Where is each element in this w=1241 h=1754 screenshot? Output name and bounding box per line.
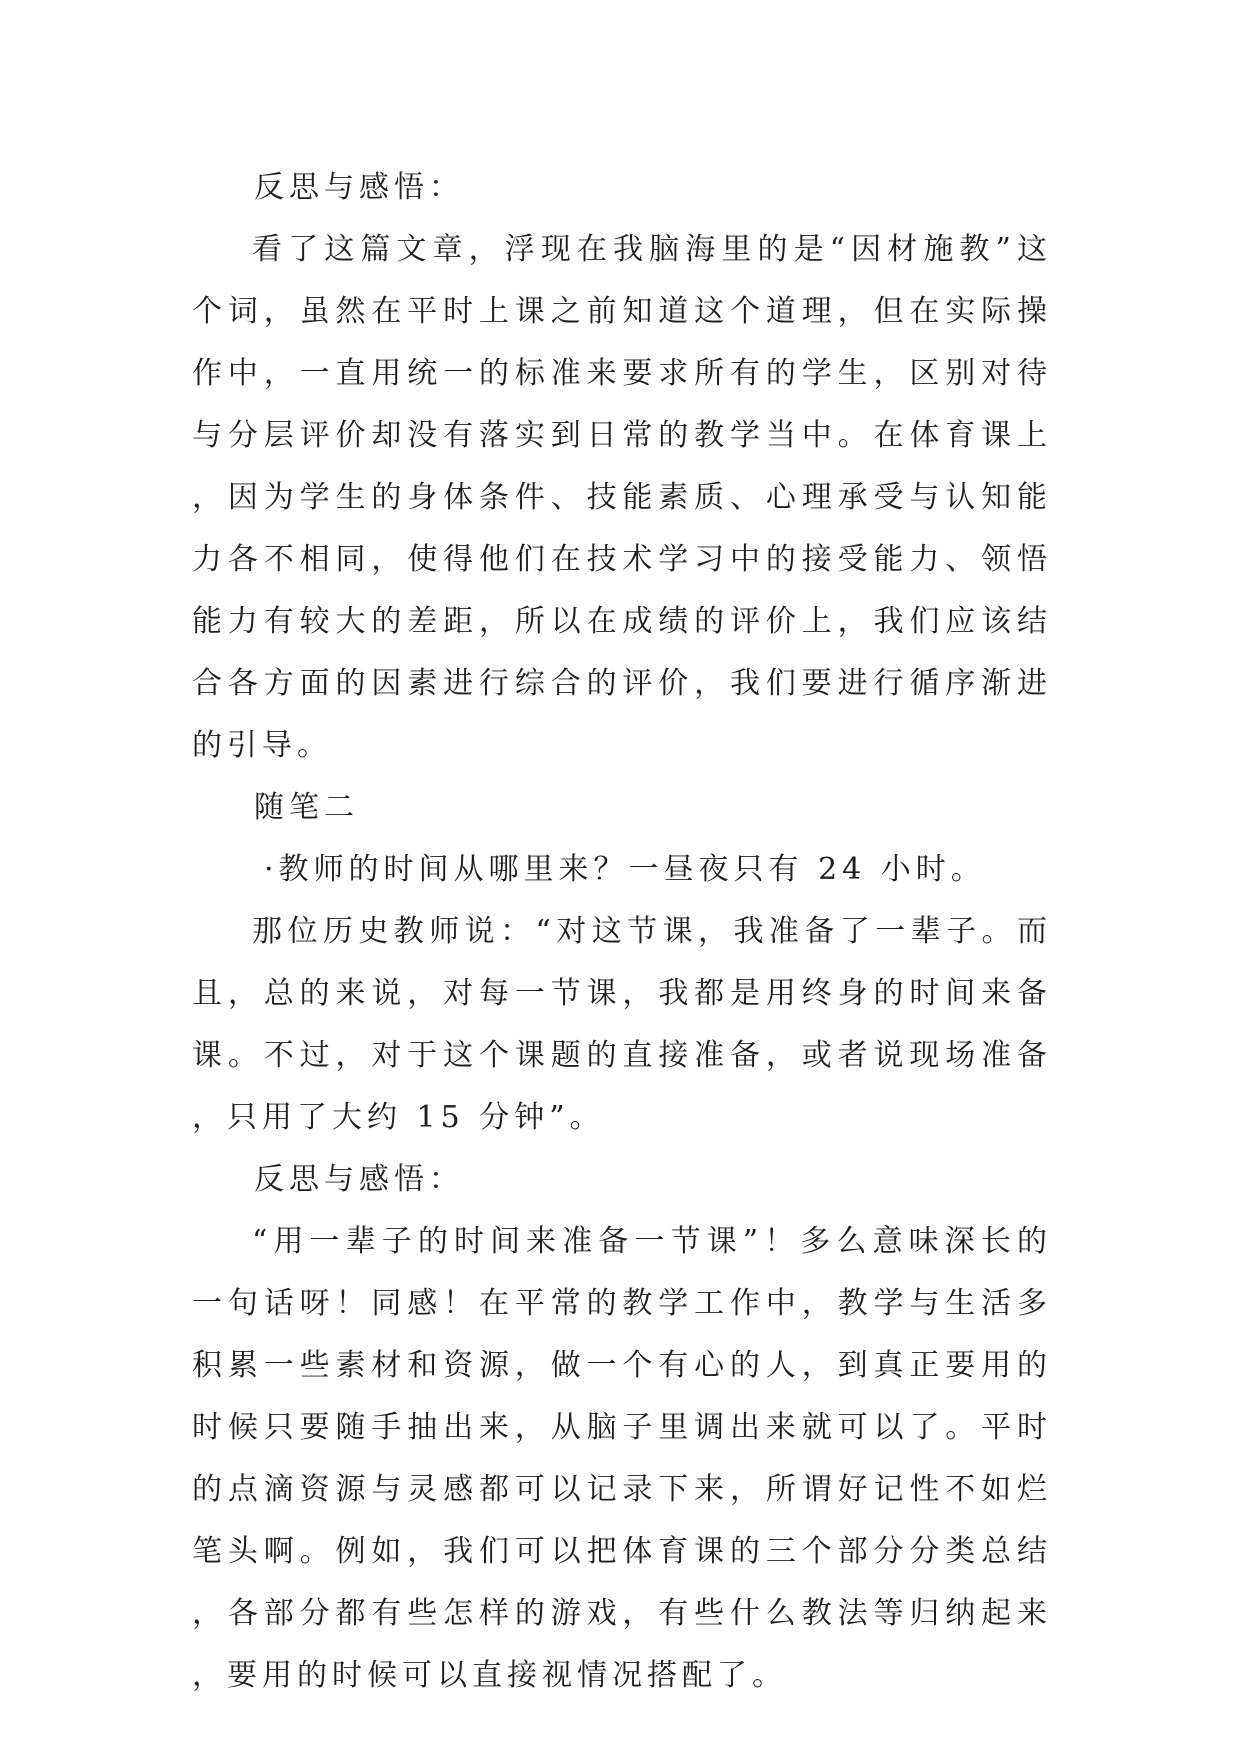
reflection-paragraph-1: 看了这篇文章，浮现在我脑海里的是“因材施教”这个词，虽然在平时上课之前知道这个道理，但在实际操作中，一直用统一的标准来要求所有的学生，区别对待与分层评价却没有落实到日常的教学当中。在体育课上，因为学生的身体条件、技能素质、心理承受与认知能力各不相同，使得他们在技术学习中的接受能力、领悟能力有较大的差距，所以在成绩的评价上，我们应该结合各方面的因素进行综合的评价，我们要进行循序渐进的引导。 [192,232,1052,763]
document-body [192,157,1052,1707]
essay-two-title: 随笔二 [254,790,359,825]
teacher-quote-paragraph: 那位历史教师说：“对这节课，我准备了一辈子。而且，总的来说，对每一节课，我都是用终身的时间来备课。不过，对于这个课题的直接准备，或者说现场准备，只用了大约 15 分钟”。 [192,914,1052,1135]
bullet-question: ·教师的时间从哪里来？一昼夜只有 24 小时。 [264,852,986,887]
reflection-heading-2: 反思与感悟： [254,1162,464,1197]
reflection-heading-1: 反思与感悟： [254,170,464,205]
reflection-paragraph-2: “用一辈子的时间来准备一节课”！多么意味深长的一句话呀！同感！在平常的教学工作中，教学与生活多积累一些素材和资源，做一个有心的人，到真正要用的时候只要随手抽出来，从脑子里调出来就可以了。平时的点滴资源与灵感都可以记录下来，所谓好记性不如烂笔头啊。例如，我们可以把体育课的三个部分分类总结，各部分都有些怎样的游戏，有些什么教法等归纳起来，要用的时候可以直接视情况搭配了。 [192,1224,1052,1693]
